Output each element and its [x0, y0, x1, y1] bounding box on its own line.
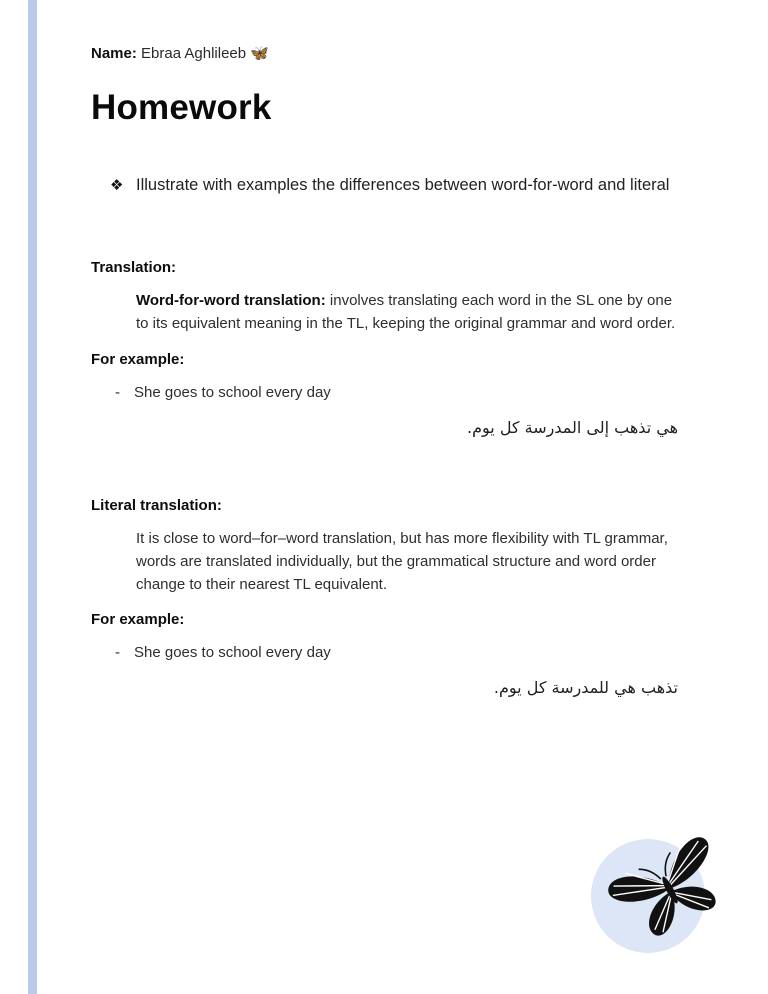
example-sentence-2 [115, 644, 678, 661]
word-for-word-definition-text: involves translating each word in the SL one by one to its equivalent meaning in the TL, keeping the original grammar and word order. [136, 292, 676, 333]
dash-marker: - [115, 644, 120, 662]
arabic-translation-2: تذهب هي للمدرسة كل يوم. [493, 678, 678, 698]
butterfly-svg [586, 818, 742, 962]
butterfly-illustration [586, 818, 742, 962]
for-example-label-1: For example: [91, 350, 185, 368]
example-sentence-text: She goes to school every day [134, 383, 331, 401]
assignment-prompt [91, 172, 678, 199]
section-heading-literal: Literal translation: [91, 496, 222, 514]
example-sentence-text: She goes to school every day [134, 644, 331, 662]
arabic-translation-1: هي تذهب إلى المدرسة كل يوم. [467, 417, 678, 437]
butterfly-emoji-icon: 🦋 [250, 45, 269, 62]
diamond-bullet-icon: ❖ [110, 177, 124, 194]
literal-definition [136, 527, 678, 597]
assignment-prompt-text: Illustrate with examples the differences between word-for-word and literal [136, 176, 670, 194]
literal-definition-text: It is close to word–for–word translation, but has more flexibility with TL grammar, words are translated individually, but the grammatical structure and word order change to their nearest TL equivalent. [136, 529, 668, 594]
dash-marker: - [115, 383, 120, 401]
word-for-word-definition [136, 289, 678, 336]
example-sentence-1 [115, 384, 678, 401]
name-value: Ebraa Aghlileeb [141, 45, 247, 62]
name-label: Name: [91, 45, 137, 62]
word-for-word-term: Word-for-word translation: [136, 292, 326, 310]
for-example-label-2: For example: [91, 611, 185, 629]
name-line [91, 44, 678, 62]
section-heading-translation: Translation: [91, 259, 177, 277]
page-title: Homework [91, 88, 272, 127]
